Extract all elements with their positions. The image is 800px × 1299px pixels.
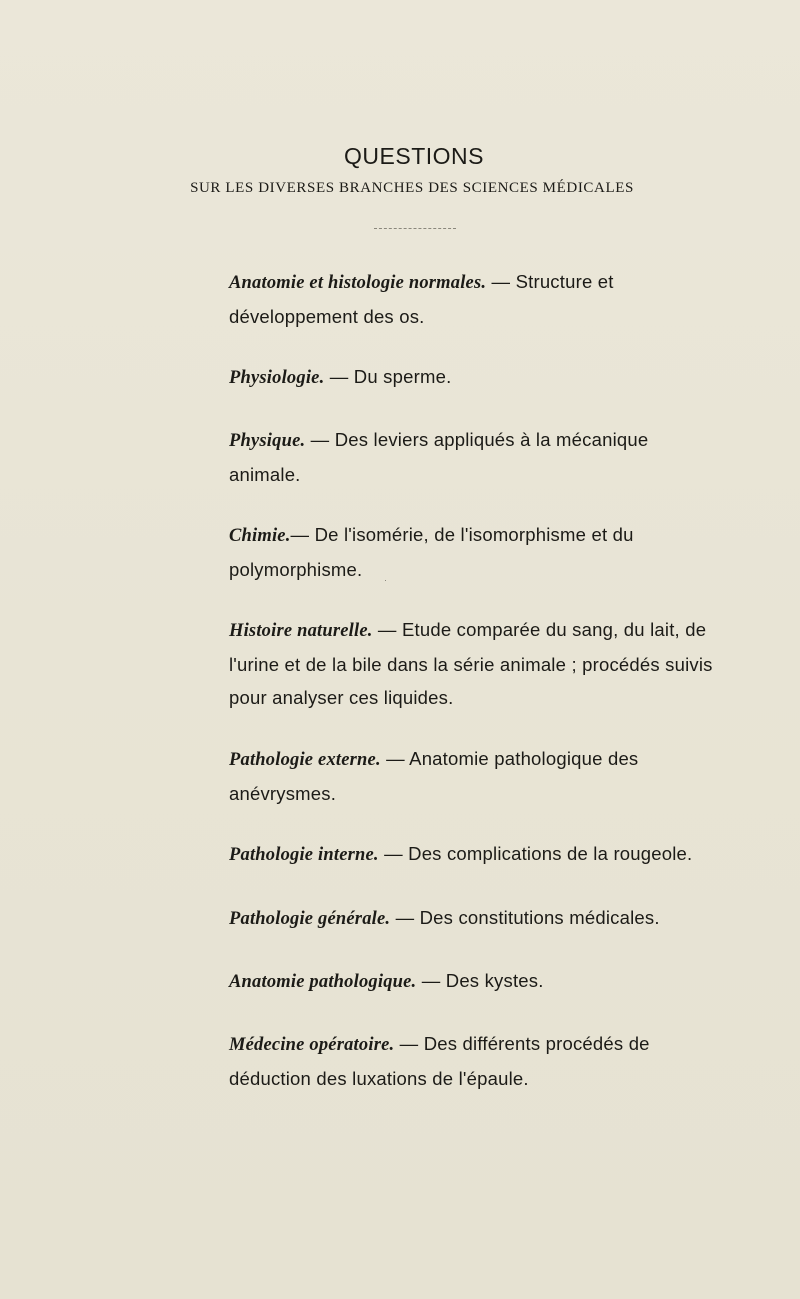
question-subject: Médecine opératoire. xyxy=(229,1035,395,1055)
question-subject: Histoire naturelle. xyxy=(229,621,373,641)
question-anatomie-pathologique xyxy=(229,964,719,999)
question-subject: Anatomie pathologique. xyxy=(229,972,417,992)
question-text: — Du sperme. xyxy=(324,366,452,387)
question-pathologie-generale xyxy=(229,901,719,936)
question-subject: Anatomie et histologie normales. xyxy=(229,273,487,293)
question-text: — Structure et développement des os. xyxy=(229,271,614,327)
question-histoire-naturelle xyxy=(229,613,719,714)
question-pathologie-interne xyxy=(229,837,719,872)
question-subject: Pathologie externe. xyxy=(229,750,381,770)
question-text: — De l'isomérie, de l'isomorphisme et du polymorphisme. xyxy=(229,524,634,580)
question-chimie xyxy=(229,518,719,586)
question-text: — Anatomie pathologique des anévrysmes. xyxy=(229,748,639,804)
question-subject: Chimie. xyxy=(229,526,291,546)
question-anatomie xyxy=(229,265,719,333)
question-subject: Pathologie générale. xyxy=(229,909,391,929)
question-text: — Des leviers appliqués à la mécanique animale. xyxy=(229,429,649,485)
question-pathologie-externe xyxy=(229,742,719,810)
question-subject: Physique. xyxy=(229,431,306,451)
paper-speck: · xyxy=(384,575,387,585)
question-text: — Des kystes. xyxy=(416,970,544,991)
page-title: QUESTIONS xyxy=(344,143,484,169)
question-text: — Des constitutions médicales. xyxy=(390,907,660,928)
question-physique xyxy=(229,423,719,491)
question-subject: Pathologie interne. xyxy=(229,845,379,865)
question-text: — Des différents procédés de déduction des luxations de l'épaule. xyxy=(229,1033,650,1089)
question-text: — Des complications de la rougeole. xyxy=(378,843,693,864)
divider-rule xyxy=(374,228,456,229)
question-medecine-operatoire xyxy=(229,1027,719,1095)
question-subject: Physiologie. xyxy=(229,368,325,388)
question-physiologie xyxy=(229,360,719,395)
page-subtitle: SUR LES DIVERSES BRANCHES DES SCIENCES MÉDICALES xyxy=(190,180,634,196)
question-text: — Etude comparée du sang, du lait, de l'urine et de la bile dans la série animale ; procédés suivis pour analyser ces liquides. xyxy=(229,619,713,708)
